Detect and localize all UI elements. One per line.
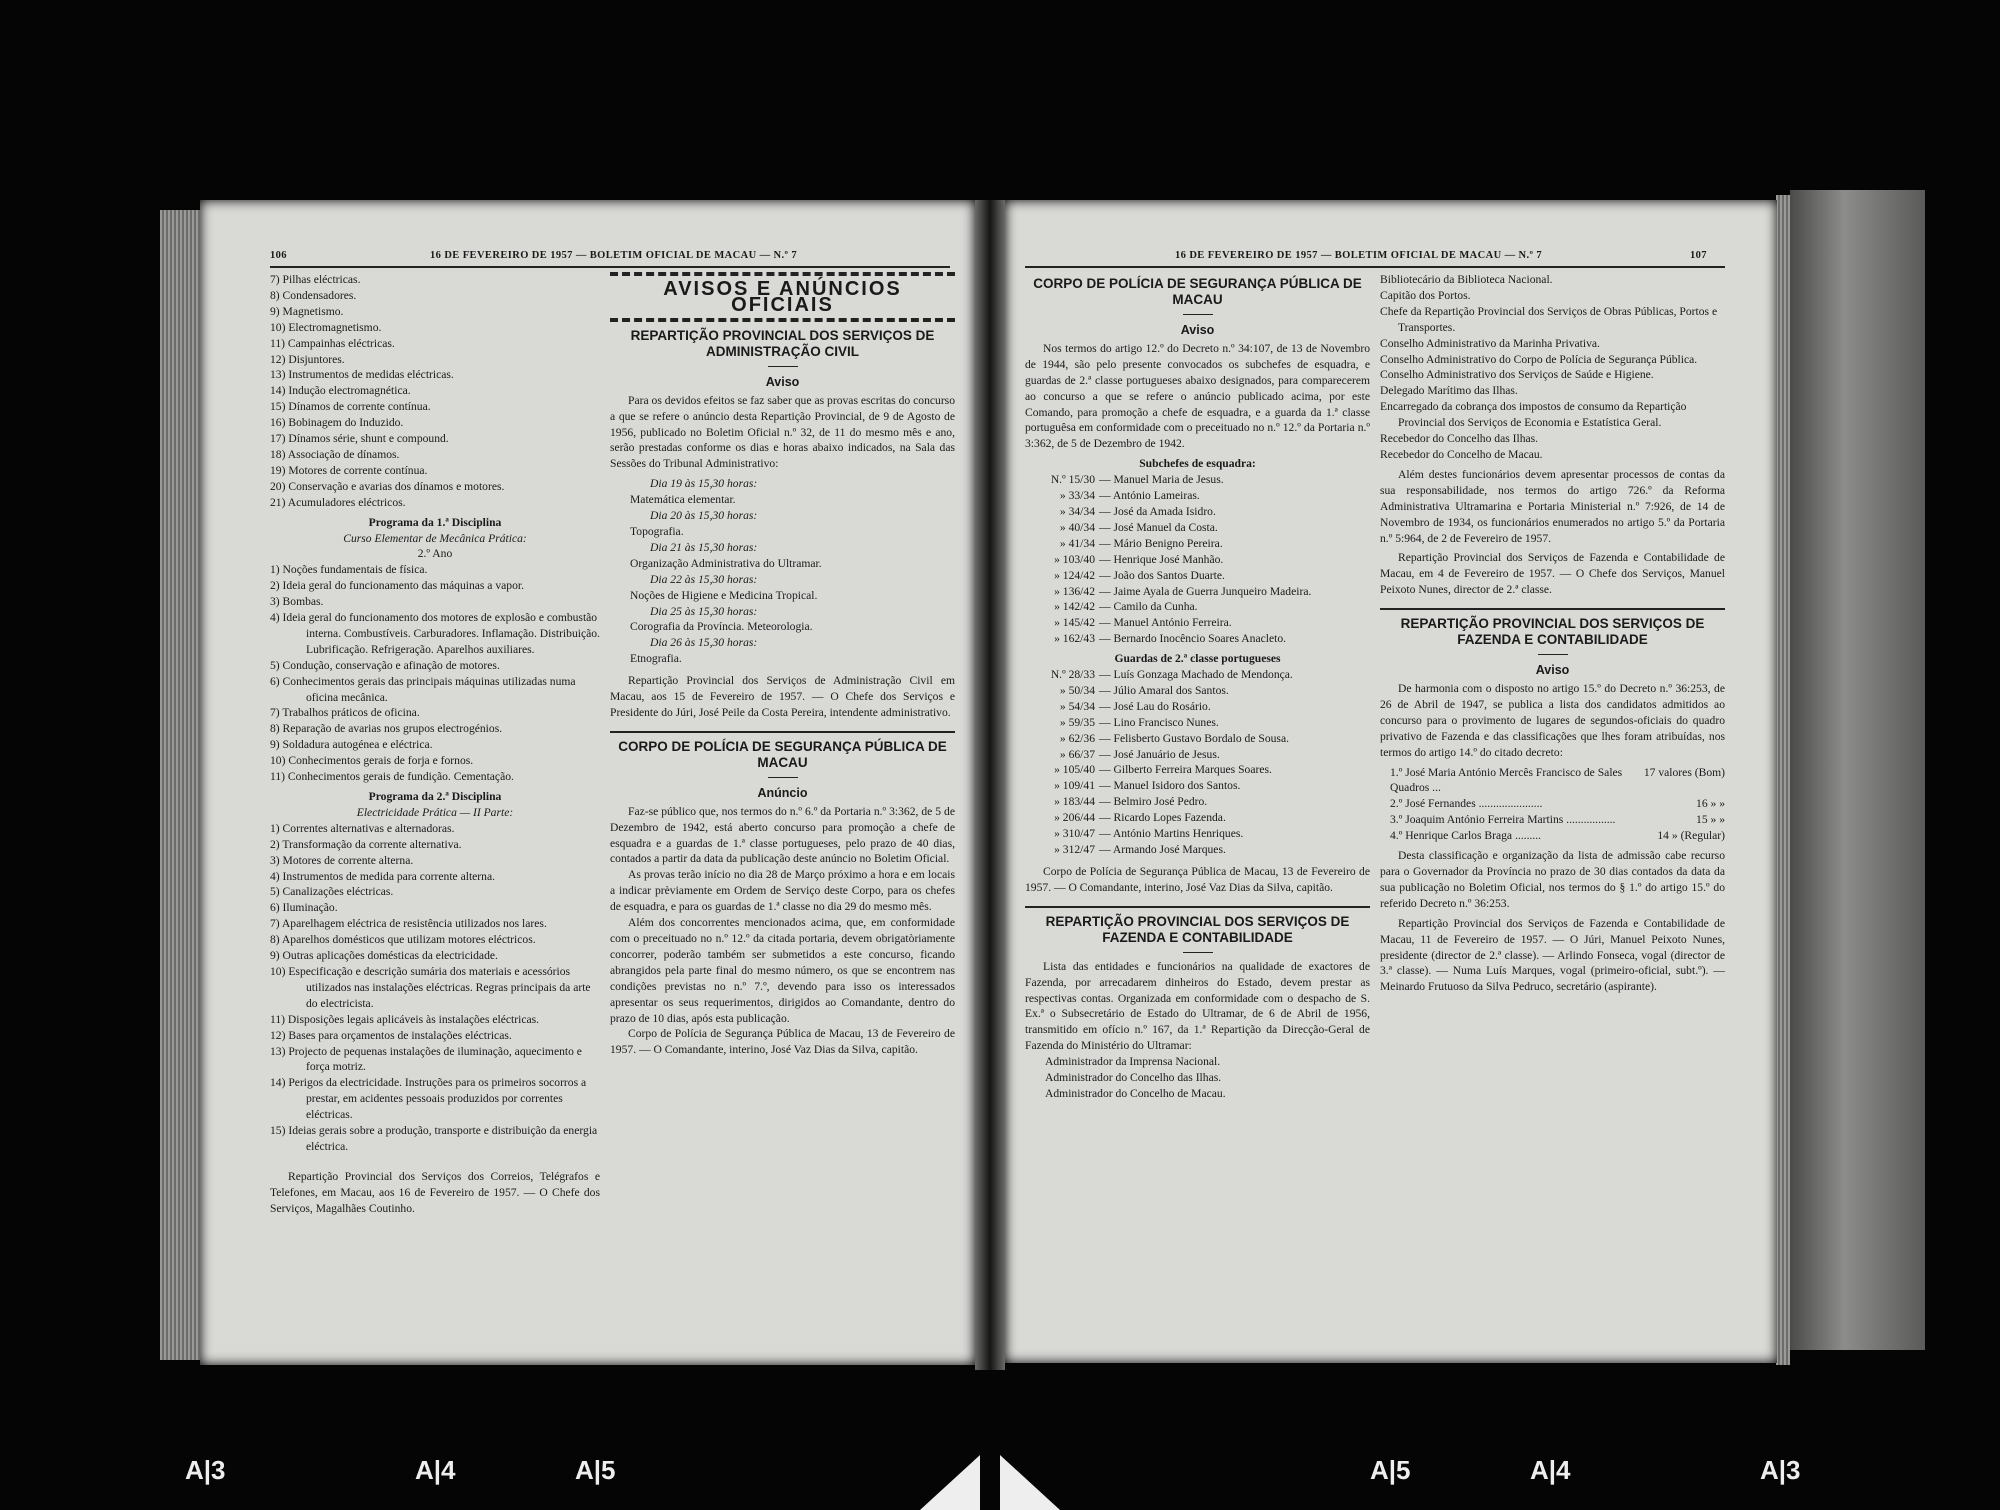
header-rule: [1025, 266, 1725, 268]
guards-list-title: Guardas de 2.ª classe portugueses: [1114, 652, 1281, 666]
left-column-1: [270, 272, 600, 1347]
roster-number: » 66/37: [1059, 747, 1095, 761]
film-frame-marker: A|4: [415, 1455, 456, 1485]
list-item: 9) Outras aplicações domésticas da electricidade.: [270, 949, 498, 963]
candidate-score: 16 » »: [1696, 797, 1725, 811]
list-item: 7) Aparelhagem eléctrica de resistência utilizados nos lares.: [270, 917, 547, 931]
schedule-date: Dia 22 às 15,30 horas:: [650, 572, 758, 586]
candidate-name: 2.º José Fernandes ......................: [1390, 797, 1543, 811]
exam-schedule: [630, 476, 955, 667]
entity-item: Administrador do Concelho de Macau.: [1045, 1086, 1226, 1100]
list-item: 10) Conhecimentos gerais de forja e fornos.: [270, 754, 474, 768]
roster-number: » 310/47: [1054, 827, 1095, 841]
roster-number: » 145/42: [1054, 616, 1095, 630]
roster-row: [1025, 568, 1370, 584]
list-item: 5) Condução, conservação e afinação de motores.: [270, 658, 500, 672]
police-paragraph: Faz-se público que, nos termos do n.º 6.º da Portaria n.º 3:362, de 5 de Dezembro de 1942, está aberto concurso para promoção a chefe de esquadra e a guardas de 1.ª classe portugueses, pelo prazo de 40 dias, contados a partir da data da publicação deste anúncio no Boletim Oficial.: [610, 804, 955, 866]
roster-number: » 40/34: [1059, 520, 1095, 534]
guards-list: [1025, 667, 1370, 858]
police-convocation-title: CORPO DE POLÍCIA DE SEGURANÇA PÚBLICA DE MACAU: [1033, 276, 1362, 307]
roster-row: [1025, 472, 1370, 488]
roster-name: — Ricardo Lopes Fazenda.: [1099, 811, 1226, 825]
civil-admin-subtitle: Aviso: [765, 374, 800, 389]
list-item: 11) Conhecimentos gerais de fundição. Cementação.: [270, 770, 514, 784]
schedule-date: Dia 19 às 15,30 horas:: [650, 477, 758, 491]
roster-number: N.º 15/30: [1050, 473, 1095, 487]
title-divider: [1183, 314, 1213, 315]
treasury-list-title: REPARTIÇÃO PROVINCIAL DOS SERVIÇOS DE FAZENDA E CONTABILIDADE: [1045, 913, 1350, 945]
roster-name: — Manuel António Ferreira.: [1099, 616, 1232, 630]
roster-row: [1025, 762, 1370, 778]
police-title: CORPO DE POLÍCIA DE SEGURANÇA PÚBLICA DE MACAU: [618, 738, 947, 770]
list-item: 20) Conservação e avarias dos dínamos e motores.: [270, 479, 505, 493]
list-item: 2) Ideia geral do funcionamento das máquinas a vapor.: [270, 579, 525, 593]
list-item: 13) Instrumentos de medidas eléctricas.: [270, 368, 454, 382]
schedule-subject: Corografia da Província. Meteorologia.: [630, 620, 813, 634]
police-convocation-body: Nos termos do artigo 12.º do Decreto n.º 34:107, de 13 de Novembro de 1944, são pelo presente convocados os subchefes de esquadra, e guardas de 2.ª classe portugueses abaixo designados, para comparecerem ao concurso a que se refere o anúncio publicado acima, por este Comando, para promoção a chefe de esquadra, e a guarda da 1.ª classe portuguêsa em conformidade com o preceituado no n.º 12.º da Portaria n.º 3:362, de 5 de Dezembro de 1942.: [1025, 341, 1370, 451]
list-item: 21) Acumuladores eléctricos.: [270, 495, 406, 509]
entity-item: Encarregado da cobrança dos impostos de consumo da Repartição Provincial dos Serviços de Economia e Estatística Geral.: [1380, 400, 1687, 430]
schedule-subject: Noções de Higiene e Medicina Tropical.: [630, 588, 818, 602]
police-paragraph: Corpo de Polícia de Segurança Pública de Macau, 13 de Fevereiro de 1957. — O Comandante, interino, José Vaz Dias da Silva, capitão.: [610, 1027, 955, 1057]
header-rule: [270, 266, 950, 268]
schedule-date: Dia 20 às 15,30 horas:: [650, 509, 758, 523]
roster-number: » 162/43: [1054, 632, 1095, 646]
left-page: [200, 200, 975, 1365]
exam-results-subtitle: Aviso: [1535, 663, 1570, 678]
roster-number: » 103/40: [1054, 552, 1095, 566]
schedule-subject: Matemática elementar.: [630, 493, 736, 507]
book-cover-right: [1790, 190, 1925, 1350]
title-divider: [1183, 952, 1213, 953]
list-item: 15) Dínamos de corrente contínua.: [270, 400, 431, 414]
list-item: 12) Disjuntores.: [270, 352, 345, 366]
roster-name: — Júlio Amaral dos Santos.: [1099, 683, 1229, 697]
roster-name: — António Martins Henriques.: [1099, 827, 1244, 841]
roster-name: — João dos Santos Duarte.: [1099, 568, 1225, 582]
film-frame-marker: A|5: [1370, 1455, 1411, 1485]
candidate-score: 17 valores (Bom): [1643, 765, 1725, 779]
list-item: 8) Reparação de avarias nos grupos electrogénios.: [270, 722, 503, 736]
entities-list-continued: [1380, 272, 1725, 463]
schedule-date: Dia 25 às 15,30 horas:: [650, 604, 758, 618]
running-title: 16 DE FEVEREIRO DE 1957 — BOLETIM OFICIAL DE MACAU — N.º 7: [430, 250, 798, 261]
program-1-title: Programa da 1.ª Disciplina: [368, 515, 502, 529]
entity-item: Delegado Marítimo das Ilhas.: [1380, 384, 1518, 398]
police-subtitle: Anúncio: [757, 785, 808, 800]
roster-name: — Manuel Isidoro dos Santos.: [1099, 779, 1241, 793]
exam-results-para-3: Desta classificação e organização da lista de admissão cabe recurso para o Governador da Província no prazo de 30 dias contados da data da sua publicação no Boletim Oficial, nos termos do § 1.º do artigo 15.º do referido Decreto n.º 36:253.: [1380, 849, 1725, 910]
list-item: 18) Associação de dínamos.: [270, 447, 400, 461]
civil-admin-title: REPARTIÇÃO PROVINCIAL DOS SERVIÇOS DE ADMINISTRAÇÃO CIVIL: [630, 327, 935, 359]
left-column-2: [610, 272, 955, 1347]
list-item: 8) Aparelhos domésticos que utilizam motores eléctricos.: [270, 933, 536, 947]
schedule-subject: Topografia.: [630, 524, 684, 538]
center-arrow-left: [920, 1455, 980, 1510]
list-item: 7) Trabalhos práticos de oficina.: [270, 706, 420, 720]
roster-name: — Lino Francisco Nunes.: [1099, 715, 1219, 729]
roster-row: [1025, 667, 1370, 683]
list-item: 11) Disposições legais aplicáveis às instalações eléctricas.: [270, 1012, 540, 1026]
entity-item: Administrador do Concelho das Ilhas.: [1045, 1071, 1222, 1085]
roster-row: [1025, 715, 1370, 731]
entity-item: Conselho Administrativo da Marinha Privativa.: [1380, 336, 1600, 350]
page-number: 107: [1690, 250, 1707, 261]
program-1-year: 2.º Ano: [417, 547, 453, 561]
film-frame-marker: A|4: [1530, 1455, 1571, 1485]
list-item: 6) Conhecimentos gerais das principais máquinas utilizadas numa oficina mecânica.: [270, 674, 576, 704]
list-item: 1) Noções fundamentais de física.: [270, 563, 428, 577]
police-convocation-subtitle: Aviso: [1180, 323, 1215, 337]
list-item: 2) Transformação da corrente alternativa.: [270, 837, 462, 851]
roster-number: » 62/36: [1059, 731, 1095, 745]
list-item: 3) Motores de corrente alterna.: [270, 853, 414, 867]
running-title: 16 DE FEVEREIRO DE 1957 — BOLETIM OFICIAL DE MACAU — N.º 7: [1175, 250, 1543, 261]
candidate-name: 1.º José Maria António Mercês Francisco de Sales Quadros ...: [1390, 765, 1623, 795]
list-item: 8) Condensadores.: [270, 288, 357, 302]
roster-row: [1025, 810, 1370, 826]
exam-results-body: De harmonia com o disposto no artigo 15.º do Decreto n.º 36:253, de 26 de Abril de 1947, se publica a lista dos candidatos admitidos ao concurso para o provimento de lugares de segundos-oficiais do quadro privativo de Fazenda e das classificações que lhes foram atribuídas, nos termos do artigo 14.º do citado decreto:: [1380, 682, 1725, 759]
roster-name: — Gilberto Ferreira Marques Soares.: [1099, 763, 1272, 777]
roster-name: — José da Amada Isidro.: [1099, 504, 1216, 518]
roster-row: [1025, 536, 1370, 552]
list-item: 15) Ideias gerais sobre a produção, transporte e distribuição da energia eléctrica.: [270, 1124, 598, 1153]
list-item: 5) Canalizações eléctricas.: [270, 885, 394, 899]
roster-name: — António Lameiras.: [1099, 489, 1200, 503]
roster-row: [1025, 599, 1370, 615]
roster-row: [1025, 842, 1370, 858]
police-paragraph: As provas terão início no dia 28 de Março próximo a hora e em locais a indicar prèviamente em Ordem de Serviço deste Corpo, para os chefes de esquadra, e para os guardas de 1.ª classe no dia 29 do mesmo mês.: [610, 868, 955, 914]
candidates-table: [1390, 765, 1725, 845]
entity-item: Capitão dos Portos.: [1380, 288, 1471, 302]
roster-number: » 142/42: [1054, 600, 1095, 614]
roster-number: N.º 28/33: [1050, 668, 1095, 682]
roster-row: [1025, 488, 1370, 504]
page-number: 106: [270, 250, 287, 261]
roster-name: — Felisberto Gustavo Bordalo de Sousa.: [1099, 731, 1289, 745]
roster-row: [1025, 699, 1370, 715]
candidate-score: 14 » (Regular): [1657, 829, 1725, 843]
roster-number: » 183/44: [1054, 795, 1095, 809]
candidate-row: [1390, 796, 1725, 812]
exam-results-title: REPARTIÇÃO PROVINCIAL DOS SERVIÇOS DE FAZENDA E CONTABILIDADE: [1400, 616, 1705, 648]
entity-item: Recebedor do Concelho de Macau.: [1380, 447, 1543, 461]
entity-item: Conselho Administrativo do Corpo de Polícia de Segurança Pública.: [1380, 352, 1698, 366]
list-item: 10) Especificação e descrição sumária dos materiais e acessórios utilizados nas instalações eléctricas. Regras principais da arte do electricista.: [270, 964, 591, 1010]
roster-name: — Mário Benigno Pereira.: [1099, 536, 1223, 550]
roster-row: [1025, 778, 1370, 794]
roster-name: — Henrique José Manhão.: [1099, 552, 1224, 566]
candidate-name: 4.º Henrique Carlos Braga .........: [1390, 829, 1542, 843]
roster-number: » 105/40: [1054, 763, 1095, 777]
subchiefs-list-title: Subchefes de esquadra:: [1139, 457, 1256, 471]
practical-electricity-topics-list: [270, 821, 600, 1155]
electricity-topics-list: [270, 272, 600, 511]
roster-number: » 50/34: [1059, 683, 1095, 697]
roster-number: » 312/47: [1054, 843, 1095, 856]
treasury-para-1: Além destes funcionários devem apresentar processos de contas da sua responsabilidade, nos termos do artigo 726.º da Reforma Administrativa Ultramarina e Portaria Ministerial n.º 7:926, de 14 de Novembro de 1934, os funcionários enumerados no artigo 5.º da Portaria n.º 5:964, de 2 de Fevereiro de 1957.: [1380, 467, 1725, 545]
left-page-edges: [160, 210, 204, 1360]
roster-number: » 54/34: [1059, 699, 1095, 713]
list-item: 6) Iluminação.: [270, 901, 338, 915]
film-frame-marker: A|5: [575, 1455, 616, 1485]
right-page: [1005, 200, 1777, 1363]
treasury-list-body: Lista das entidades e funcionários na qualidade de exactores de Fazenda, por arrecadarem dinheiros do Estado, devem prestar as respectivas contas. Organizada em conformidade com o despacho de S. Ex.ª o Subsecretário de Estado do Ultramar, de 6 de Abril de 1956, transmitido em ofício n.º 167, da 1.ª Repartição da Direcção-Geral de Fazenda do Ministério do Ultramar:: [1025, 959, 1370, 1053]
right-column-1: [1025, 272, 1370, 1347]
entity-item: Chefe da Repartição Provincial dos Serviços de Obras Públicas, Portos e Transportes.: [1380, 304, 1718, 334]
list-item: 9) Magnetismo.: [270, 304, 344, 318]
roster-name: — José Lau do Rosário.: [1099, 699, 1211, 713]
program-2-title: Programa da 2.ª Disciplina: [368, 790, 502, 803]
roster-number: » 33/34: [1059, 489, 1095, 503]
schedule-subject: Organização Administrativa do Ultramar.: [630, 556, 822, 570]
section-divider: [1380, 608, 1725, 610]
list-item: 17) Dínamos série, shunt e compound.: [270, 432, 449, 446]
list-item: 1) Correntes alternativas e alternadoras.: [270, 821, 455, 835]
roster-row: [1025, 683, 1370, 699]
candidate-row: [1390, 812, 1725, 828]
center-arrow-right: [1000, 1455, 1060, 1510]
civil-admin-closing: Repartição Provincial dos Serviços de Administração Civil em Macau, aos 15 de Fevereiro de 1957. — O Chefe dos Serviços e Presidente do Júri, José Peile da Costa Pereira, intendente administrativo.: [610, 674, 955, 719]
list-item: 13) Projecto de pequenas instalações de iluminação, aquecimento e força motriz.: [270, 1044, 582, 1074]
roster-number: » 34/34: [1059, 504, 1095, 518]
list-item: 14) Indução electromagnética.: [270, 384, 411, 398]
program-2-course: Electricidade Prática — II Parte:: [356, 805, 514, 819]
title-divider: [1538, 654, 1568, 655]
list-item: 19) Motores de corrente contínua.: [270, 463, 428, 477]
candidate-score: 15 » »: [1696, 813, 1725, 827]
roster-name: — Bernardo Inocêncio Soares Anacleto.: [1099, 632, 1287, 646]
roster-row: [1025, 520, 1370, 536]
entity-item: Administrador da Imprensa Nacional.: [1045, 1055, 1221, 1069]
entities-list: [1045, 1054, 1370, 1102]
schedule-subject: Etnografia.: [630, 652, 682, 666]
roster-name: — José Januário de Jesus.: [1099, 747, 1220, 761]
roster-row: [1025, 504, 1370, 520]
section-divider: [610, 731, 955, 733]
program-1-course: Curso Elementar de Mecânica Prática:: [343, 531, 527, 545]
candidate-name: 3.º Joaquim António Ferreira Martins .................: [1390, 813, 1616, 827]
roster-name: — Camilo da Cunha.: [1099, 600, 1198, 614]
list-item: 7) Pilhas eléctricas.: [270, 273, 361, 286]
official-notices-banner: AVISOS E ANÚNCIOS OFICIAIS: [610, 272, 955, 322]
list-item: 4) Instrumentos de medida para corrente alterna.: [270, 869, 496, 883]
title-divider: [768, 366, 798, 367]
civil-admin-body: Para os devidos efeitos se faz saber que as provas escritas do concurso a que se refere o anúncio desta Repartição Provincial, de 9 de Agosto de 1956, publicado no Boletim Oficial n.º 32, de 11 do mesmo mês e ano, serão prestadas conforme os dias e horas abaixo indicados, na Sala das Sessões do Tribunal Administrativo:: [610, 393, 955, 471]
subchiefs-list: [1025, 472, 1370, 647]
list-item: 4) Ideia geral do funcionamento dos motores de explosão e combustão interna. Combustíveis. Carburadores. Inflamação. Distribuição. Lubrificação. Refrigeração. Aparelhos auxiliares.: [270, 611, 600, 656]
roster-row: [1025, 615, 1370, 631]
treasury-para-2: Repartição Provincial dos Serviços de Fazenda e Contabilidade de Macau, em 4 de Fevereiro de 1957. — O Chefe dos Serviços, Manuel Peixoto Nunes, director de 2.ª classe.: [1380, 551, 1725, 597]
film-frame-marker: A|3: [185, 1455, 226, 1485]
roster-row: [1025, 747, 1370, 763]
roster-row: [1025, 826, 1370, 842]
candidate-row: [1390, 765, 1725, 797]
roster-name: — Luís Gonzaga Machado de Mendonça.: [1099, 668, 1293, 682]
roster-number: » 136/42: [1054, 584, 1095, 598]
roster-row: [1025, 584, 1370, 600]
roster-name: — Manuel Maria de Jesus.: [1099, 473, 1224, 487]
section-divider: [1025, 906, 1370, 908]
police-announcement-body: [610, 804, 955, 1059]
entity-item: Bibliotecário da Biblioteca Nacional.: [1380, 273, 1553, 286]
list-item: 9) Soldadura autogénea e eléctrica.: [270, 738, 433, 752]
roster-name: — José Manuel da Costa.: [1099, 520, 1218, 534]
roster-row: [1025, 794, 1370, 810]
roster-number: » 206/44: [1054, 811, 1095, 825]
list-item: 16) Bobinagem do Induzido.: [270, 416, 404, 430]
roster-row: [1025, 631, 1370, 647]
exam-results-para-4: Repartição Provincial dos Serviços de Fazenda e Contabilidade de Macau, 11 de Fevereiro de 1957. — O Júri, Manuel Peixoto Nunes, presidente (director de 2.ª classe). — Arlindo Fonseca, vogal (director de 3.ª classe). — Numa Luís Marques, vogal (primeiro-oficial, subt.º). — Meinardo Frutuoso da Silva Pedruco, secretário (aspirante).: [1380, 916, 1725, 994]
right-page-edges: [1776, 195, 1790, 1365]
mechanics-topics-list: [270, 562, 600, 785]
roster-number: » 109/41: [1054, 779, 1095, 793]
roster-number: » 124/42: [1054, 568, 1095, 582]
roster-number: » 59/35: [1059, 715, 1095, 729]
list-item: 10) Electromagnetismo.: [270, 320, 382, 334]
list-item: 14) Perigos da electricidade. Instruções para os primeiros socorros a prestar, em acidentes pessoais produzidos por correntes eléctricas.: [270, 1076, 587, 1122]
roster-name: — Belmiro José Pedro.: [1099, 795, 1208, 809]
list-item: 12) Bases para orçamentos de instalações eléctricas.: [270, 1028, 512, 1042]
police-paragraph: Além dos concorrentes mencionados acima, que, em conformidade com o preceituado no n.º 12.º da citada portaria, devem obrigatòriamente concorrer, poderão também ser submetidos a este concurso, ficando abrangidos pela parte final do mesmo número, os que se encontrem nas condições previstas no n.º 7.º, devendo para isso os interessados apresentar os seus requerimentos, dirigidos ao Comandante, dentro do prazo de 10 dias, após esta publicação.: [610, 916, 955, 1025]
police-convocation-closing: Corpo de Polícia de Segurança Pública de Macau, 13 de Fevereiro de 1957. — O Comandante, interino, José Vaz Dias da Silva, capitão.: [1025, 864, 1370, 894]
post-office-closing: Repartição Provincial dos Serviços dos Correios, Telégrafos e Telefones, em Macau, aos 16 de Fevereiro de 1957. — O Chefe dos Serviços, Magalhães Coutinho.: [270, 1169, 600, 1215]
roster-row: [1025, 731, 1370, 747]
list-item: 3) Bombas.: [270, 595, 324, 609]
roster-row: [1025, 552, 1370, 568]
right-column-2: [1380, 272, 1725, 1347]
entity-item: Recebedor do Concelho das Ilhas.: [1380, 432, 1539, 446]
roster-number: » 41/34: [1059, 536, 1095, 550]
film-frame-marker: A|3: [1760, 1455, 1801, 1485]
entity-item: Conselho Administrativo dos Serviços de Saúde e Higiene.: [1380, 368, 1654, 382]
schedule-date: Dia 26 às 15,30 horas:: [650, 636, 758, 650]
schedule-date: Dia 21 às 15,30 horas:: [650, 540, 758, 554]
title-divider: [768, 777, 798, 778]
roster-name: — Armando José Marques.: [1099, 843, 1226, 856]
candidate-row: [1390, 828, 1725, 844]
book-gutter: [975, 200, 1005, 1370]
list-item: 11) Campainhas eléctricas.: [270, 336, 395, 350]
roster-name: — Jaime Ayala de Guerra Junqueiro Madeira.: [1099, 584, 1312, 598]
